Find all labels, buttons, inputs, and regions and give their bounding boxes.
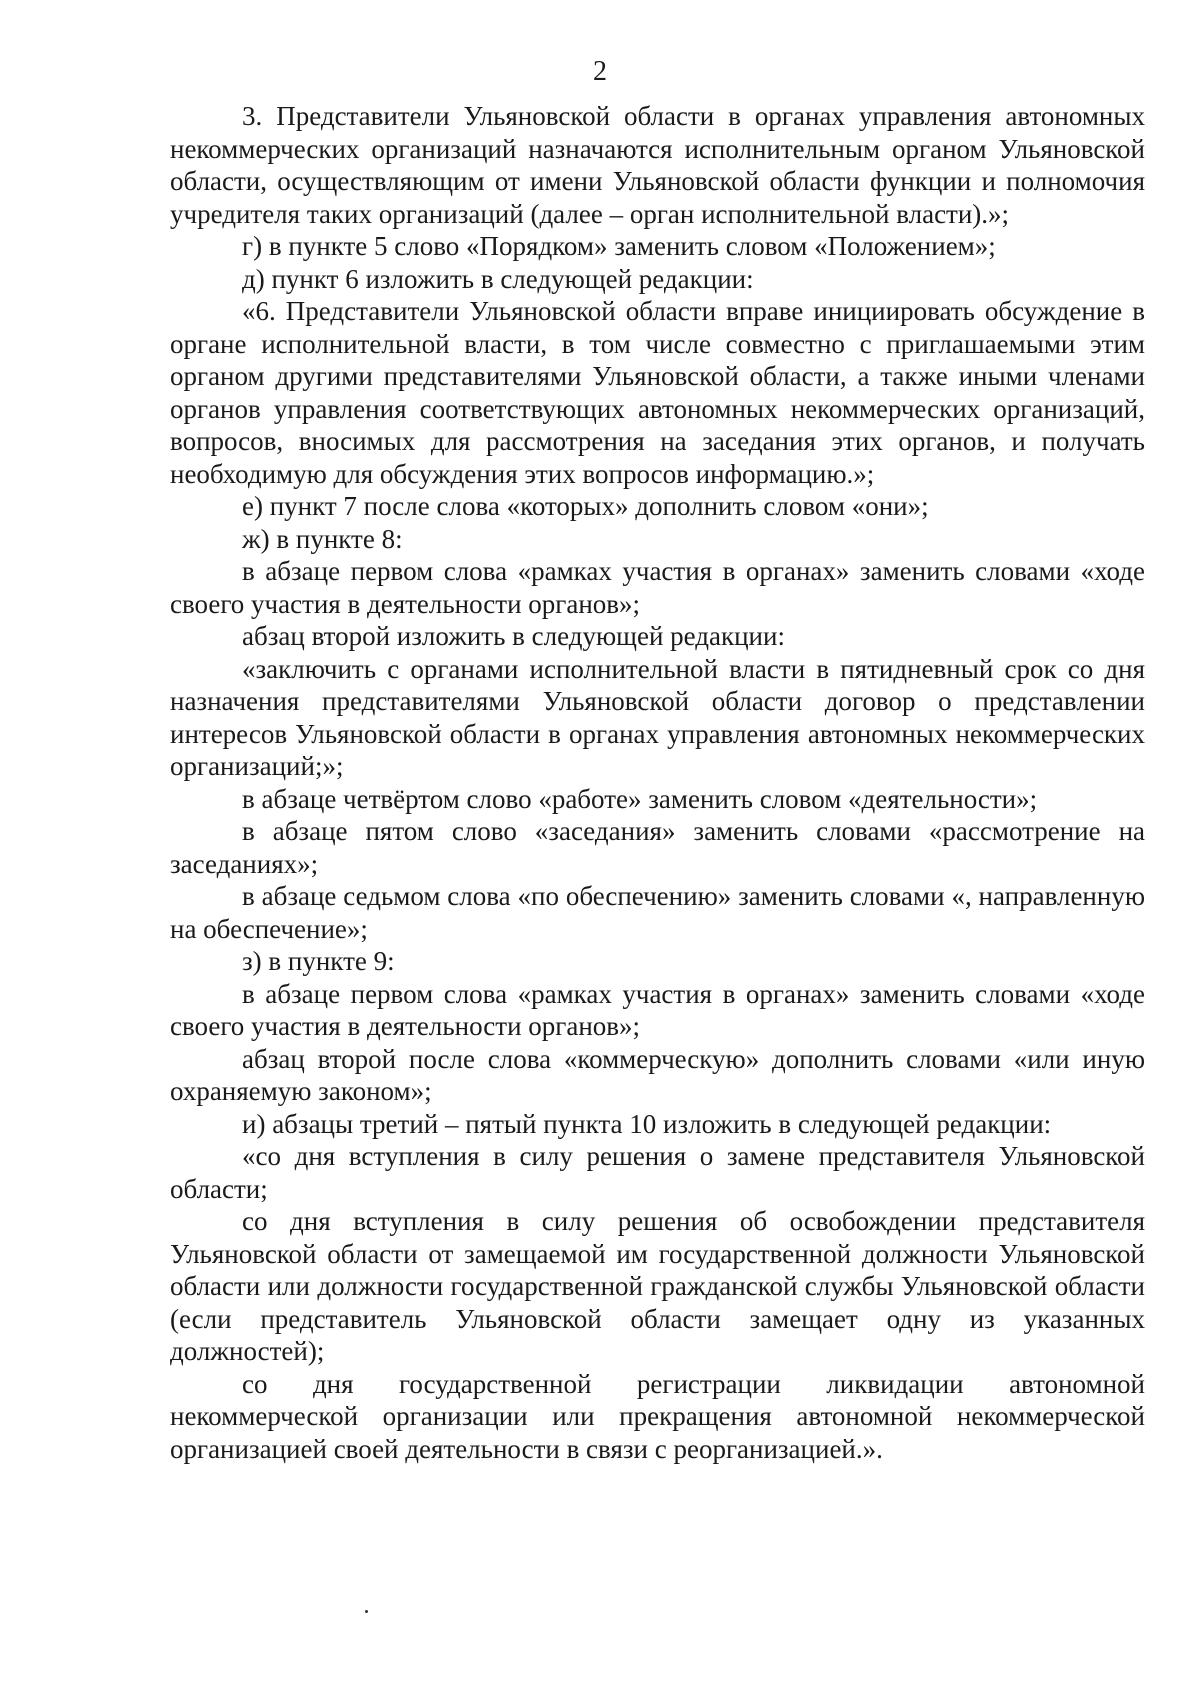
paragraph-item-9-second-abzac: абзац второй после слова «коммерческую» дополнить словами «или иную охраняемую законом»; xyxy=(170,1043,1145,1106)
paragraph-item-8-seventh-abzac: в абзаце седьмом слова «по обеспечению» заменить словами «, направленную на обеспечение»; xyxy=(170,881,1145,944)
paragraph-subitem-i: и) абзацы третий – пятый пункта 10 изложить в следующей редакции: xyxy=(242,1108,1052,1139)
paragraph-item-8-fourth-abzac: в абзаце четвёртом слово «работе» заменить словом «деятельности»; xyxy=(242,783,1038,814)
paragraph-item-10-replacement-3: со дня государственной регистрации ликвидации автономной некоммерческой организации или прекращения автономной некоммерческой организацией своей деятельности в связи с реорганизацией.». xyxy=(170,1368,1145,1464)
scan-artifact-mark xyxy=(365,1610,368,1613)
paragraph-subitem-z: з) в пункте 9: xyxy=(242,946,395,976)
paragraph-item-9-first-abzac: в абзаце первом слова «рамках участия в органах» заменить словами «ходе своего участия в деятельности органов»; xyxy=(170,978,1145,1041)
paragraph-subitem-zh: ж) в пункте 8: xyxy=(242,523,403,554)
document-body xyxy=(170,100,1145,1465)
paragraph-item-3-amendment: 3. Представители Ульяновской области в органах управления автономных некоммерческих организаций назначаются исполнительным органом Ульяновской области, осуществляющим от имени Ульяновской области функции и полномочия учредителя таких организаций (далее – орган исполнительной власти).»; xyxy=(170,101,1145,229)
paragraph-item-8-second-abzac: абзац второй изложить в следующей редакции: xyxy=(242,621,785,651)
paragraph-item-8-first-abzac: в абзаце первом слова «рамках участия в органах» заменить словами «ходе своего участия в деятельности органов»; xyxy=(170,556,1145,619)
paragraph-item-8-fifth-abzac: в абзаце пятом слово «заседания» заменить словами «рассмотрение на заседаниях»; xyxy=(170,816,1145,879)
paragraph-item-10-replacement-2: со дня вступления в силу решения об освобождении представителя Ульяновской области от замещаемой им государственной должности Ульяновской области или должности государственной гражданской службы Ульяновской области (если представитель Ульяновской области замещает одну из указанных должностей); xyxy=(170,1206,1145,1366)
paragraph-item-10-replacement-1: «со дня вступления в силу решения о замене представителя Ульяновской области; xyxy=(170,1141,1145,1204)
paragraph-item-8-new-text: «заключить с органами исполнительной власти в пятидневный срок со дня назначения представителями Ульяновской области договор о представлении интересов Ульяновской области в органах управления автономных некоммерческих организаций;»; xyxy=(170,653,1145,781)
page-number: 2 xyxy=(593,56,607,87)
paragraph-subitem-g: г) в пункте 5 слово «Порядком» заменить словом «Положением»; xyxy=(242,231,996,261)
paragraph-subitem-e: е) пункт 7 после слова «которых» дополнить словом «они»; xyxy=(242,491,929,521)
paragraph-subitem-d: д) пункт 6 изложить в следующей редакции: xyxy=(242,263,754,294)
paragraph-item-6-new-text: «6. Представители Ульяновской области вправе инициировать обсуждение в органе исполнительной власти, в том числе совместно с приглашаемыми этим органом другими представителями Ульяновской области, а также иными членами органов управления соответствующих автономных некоммерческих организаций, вопросов, вносимых для рассмотрения на заседания этих органов, и получать необходимую для обсуждения этих вопросов информацию.»; xyxy=(170,296,1145,489)
